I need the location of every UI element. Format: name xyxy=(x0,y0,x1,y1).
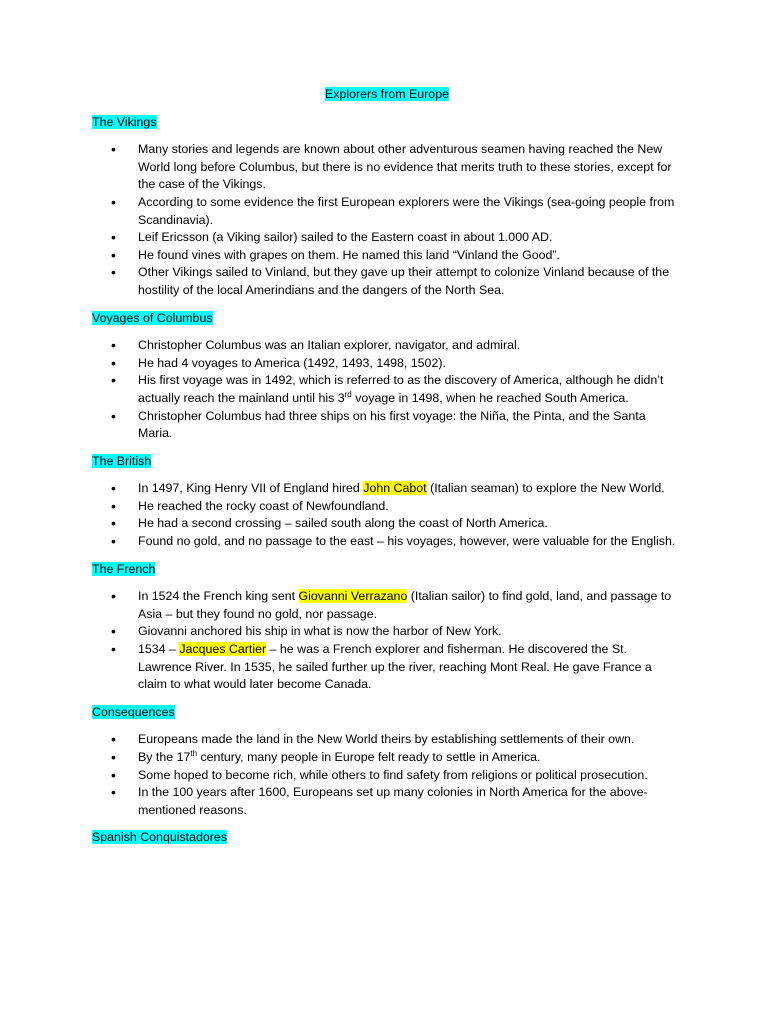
text-run: Found no gold, and no passage to the east – his voyages, however, were valuable for the English. xyxy=(138,534,676,549)
section-heading-text: Spanish Conquistadores xyxy=(92,830,228,845)
text-run: Leif Ericsson (a Viking sailor) sailed to the Eastern coast in about 1.000 AD. xyxy=(138,230,553,245)
list-item xyxy=(92,533,682,551)
list-item xyxy=(92,515,682,533)
list-item xyxy=(92,784,682,819)
section-heading-text: Consequences xyxy=(92,704,175,719)
text-run: Christopher Columbus was an Italian explorer, navigator, and admiral. xyxy=(138,338,521,353)
section-heading-text: The British xyxy=(92,453,152,468)
text-run: (Italian seaman) to explore the New World. xyxy=(426,481,665,496)
text-run: Some hoped to become rich, while others to find safety from religions or political prosecution. xyxy=(138,767,648,782)
section-heading-text: The French xyxy=(92,561,156,576)
list-item xyxy=(92,337,682,355)
list-item xyxy=(92,498,682,516)
text-run: In the 100 years after 1600, Europeans set up many colonies in North America for the above-mentioned reasons. xyxy=(138,785,648,817)
text-run: Many stories and legends are known about other adventurous seamen having reached the New World long before Columbus, but there is no evidence that merits truth to these stories, except for the case of the Vikings. xyxy=(138,142,672,192)
list-item xyxy=(92,588,682,623)
bullet-list xyxy=(92,141,682,299)
ordinal-suffix: rd xyxy=(344,389,352,399)
section-heading xyxy=(92,453,682,471)
list-item xyxy=(92,767,682,785)
highlighted-name: John Cabot xyxy=(363,481,427,496)
bullet-list xyxy=(92,588,682,694)
text-run: He had a second crossing – sailed south along the coast of North America. xyxy=(138,516,548,531)
list-item xyxy=(92,355,682,373)
list-item xyxy=(92,749,682,767)
list-item xyxy=(92,229,682,247)
bullet-list xyxy=(92,337,682,443)
list-item xyxy=(92,480,682,498)
list-item xyxy=(92,264,682,299)
list-item xyxy=(92,194,682,229)
text-run: (Italian sailor) to find gold, land, and passage to Asia – but they found no gold, nor passage. xyxy=(138,589,672,621)
section-heading xyxy=(92,114,682,132)
bullet-list xyxy=(92,731,682,819)
highlighted-name: Jacques Cartier xyxy=(179,642,267,657)
text-run: Christopher Columbus had three ships on his first voyage: the Niña, the Pinta, and the Santa Maria. xyxy=(138,408,646,441)
highlighted-name: Giovanni Verrazano xyxy=(298,589,408,604)
text-run: He found vines with grapes on them. He named this land “Vinland the Good”. xyxy=(138,247,560,262)
text-run: voyage in 1498, when he reached South America. xyxy=(351,390,629,405)
text-run: – he was a French explorer and fisherman. He discovered the St. Lawrence River. In 1535, he sailed further up the river, reaching Mont Real. He gave France a claim to what would later become Canada. xyxy=(138,642,652,692)
text-run: In 1524 the French king sent xyxy=(138,589,299,604)
text-run: century, many people in Europe felt ready to settle in America. xyxy=(197,750,541,764)
document-body xyxy=(92,86,682,857)
section-heading-text: Voyages of Columbus xyxy=(92,310,213,325)
text-run: 1534 – xyxy=(138,642,180,657)
text-run: According to some evidence the first European explorers were the Vikings (sea-going people from Scandinavia). xyxy=(138,194,675,227)
list-item xyxy=(92,641,682,694)
ordinal-suffix: th xyxy=(190,748,198,758)
section-heading xyxy=(92,561,682,579)
document-title-text: Explorers from Europe xyxy=(325,87,449,101)
section-heading xyxy=(92,704,682,722)
list-item xyxy=(92,141,682,194)
document-title xyxy=(92,86,682,104)
list-item xyxy=(92,408,682,443)
list-item xyxy=(92,623,682,641)
section-heading-text: The Vikings xyxy=(92,114,157,129)
text-run: Europeans made the land in the New World theirs by establishing settlements of their own. xyxy=(138,732,635,747)
list-item xyxy=(92,731,682,749)
text-run: In 1497, King Henry VII of England hired xyxy=(138,481,364,496)
text-run: He had 4 voyages to America (1492, 1493, 1498, 1502). xyxy=(138,355,446,370)
text-run: By the 17 xyxy=(138,750,191,764)
section-heading xyxy=(92,829,682,847)
text-run: He reached the rocky coast of Newfoundland. xyxy=(138,498,389,513)
text-run: Giovanni anchored his ship in what is now the harbor of New York. xyxy=(138,624,502,639)
sections-container xyxy=(92,114,682,847)
list-item xyxy=(92,247,682,265)
bullet-list xyxy=(92,480,682,550)
section-heading xyxy=(92,310,682,328)
list-item xyxy=(92,372,682,407)
text-run: His first voyage was in 1492, which is referred to as the discovery of America, although he didn’t actually reach the mainland until his 3 xyxy=(138,373,664,405)
text-run: Other Vikings sailed to Vinland, but they gave up their attempt to colonize Vinland because of the hostility of the local Amerindians and the dangers of the North Sea. xyxy=(138,265,670,297)
